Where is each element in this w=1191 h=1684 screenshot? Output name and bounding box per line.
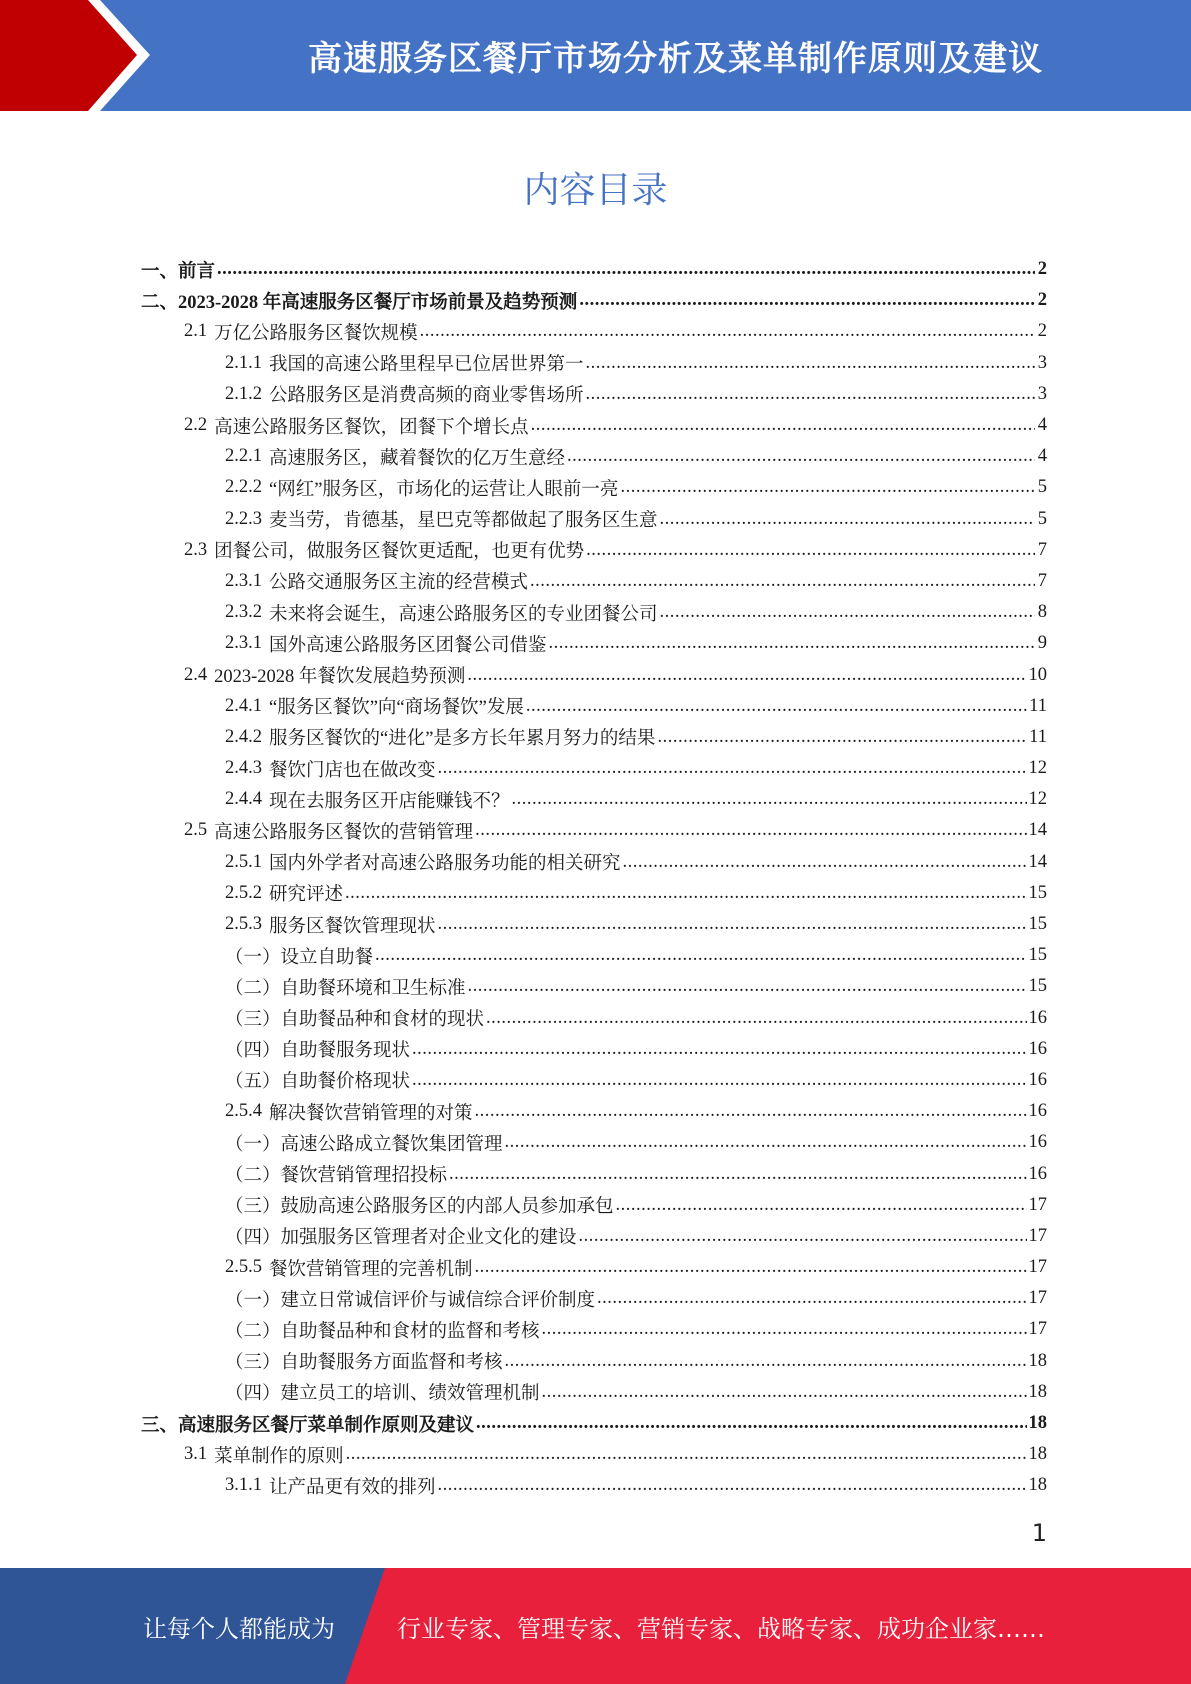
toc-entry-number: 2.2	[184, 415, 208, 436]
toc-dot-leader	[438, 753, 1027, 784]
toc-entry-title: 2023-2028 年餐饮发展趋势预测	[214, 667, 466, 688]
toc-entry-title: 加强服务区管理者对企业文化的建设	[280, 1228, 577, 1249]
toc-entry-number: （三）	[225, 1353, 281, 1374]
toc-entry[interactable]	[141, 1439, 1047, 1470]
toc-entry-number: 2.3	[184, 539, 208, 560]
toc-dot-leader	[505, 1127, 1027, 1158]
toc-entry-title: 未来将会诞生，高速公路服务区的专业团餐公司	[269, 604, 658, 625]
toc-entry[interactable]	[141, 1346, 1047, 1377]
toc-entry[interactable]	[141, 348, 1047, 379]
toc-dot-leader	[217, 254, 1035, 285]
toc-heading: 内容目录	[523, 170, 668, 211]
toc-entry[interactable]	[141, 316, 1047, 347]
toc-entry-title: 建立员工的培训、绩效管理机制	[280, 1384, 540, 1405]
toc-entry-title: 自助餐价格现状	[280, 1072, 411, 1093]
toc-entry-page: 5	[1037, 477, 1047, 498]
toc-dot-leader	[412, 1065, 1026, 1096]
toc-entry-title: 高速公路服务区餐饮的营销管理	[214, 822, 474, 843]
toc-entry-page: 11	[1029, 695, 1047, 716]
toc-entry-page: 10	[1028, 664, 1047, 685]
toc-entry-title: 前言	[178, 261, 216, 282]
toc-dot-leader	[586, 535, 1035, 566]
toc-entry[interactable]	[141, 847, 1047, 878]
toc-entry[interactable]	[141, 1377, 1047, 1408]
toc-entry[interactable]	[141, 815, 1047, 846]
toc-dot-leader	[660, 504, 1035, 535]
toc-dot-leader	[542, 1314, 1027, 1345]
toc-entry[interactable]	[141, 285, 1047, 316]
toc-entry-title: “网红”服务区，市场化的运营让人眼前一亮	[269, 479, 619, 500]
toc-entry-number: 3.1.1	[225, 1475, 262, 1496]
toc-entry-page: 15	[1028, 945, 1047, 966]
toc-entry-page: 17	[1028, 1319, 1047, 1340]
toc-entry-number: 2.5.3	[225, 914, 262, 935]
toc-dot-leader	[620, 472, 1035, 503]
toc-dot-leader	[579, 1221, 1027, 1252]
toc-entry-page: 2	[1037, 259, 1047, 280]
toc-entry[interactable]	[141, 472, 1047, 503]
toc-entry-number: （一）	[225, 947, 281, 968]
toc-entry-page: 12	[1028, 758, 1047, 779]
toc-entry-page: 18	[1028, 1413, 1047, 1434]
toc-dot-leader	[475, 1096, 1027, 1127]
toc-entry-title: 高速公路成立餐饮集团管理	[280, 1134, 503, 1155]
toc-entry-page: 2	[1037, 321, 1047, 342]
toc-entry-number: 二、	[141, 292, 179, 313]
table-of-contents	[141, 254, 1047, 1502]
toc-entry-page: 12	[1028, 789, 1047, 810]
toc-entry-number: 三、	[141, 1415, 179, 1436]
toc-entry-number: （五）	[225, 1072, 281, 1093]
footer-slogan-left: 让每个人都能成为	[143, 1614, 335, 1643]
toc-entry-title: 建立日常诚信评价与诚信综合评价制度	[280, 1290, 596, 1311]
toc-entry-page: 18	[1028, 1381, 1047, 1402]
toc-entry-number: （一）	[225, 1290, 281, 1311]
toc-dot-leader	[512, 784, 1027, 815]
toc-entry-page: 14	[1028, 820, 1047, 841]
toc-entry[interactable]	[141, 504, 1047, 535]
toc-entry-number: 2.1.2	[225, 383, 262, 404]
toc-entry-title: 菜单制作的原则	[214, 1446, 344, 1467]
toc-entry[interactable]	[141, 1314, 1047, 1345]
document-title: 高速服务区餐厅市场分析及菜单制作原则及建议	[308, 39, 1043, 79]
toc-entry-page: 3	[1037, 383, 1047, 404]
toc-dot-leader	[586, 348, 1035, 379]
toc-dot-leader	[375, 940, 1026, 971]
toc-entry-title: 自助餐环境和卫生标准	[280, 978, 466, 999]
toc-dot-leader	[486, 1003, 1026, 1034]
toc-entry[interactable]	[141, 1127, 1047, 1158]
toc-dot-leader	[530, 566, 1035, 597]
toc-entry-number: （一）	[225, 1134, 281, 1155]
toc-entry[interactable]	[141, 1470, 1047, 1501]
toc-entry-number: 2.2.1	[225, 446, 262, 467]
toc-entry-number: 一、	[141, 261, 179, 282]
toc-entry-page: 4	[1037, 446, 1047, 467]
toc-entry[interactable]	[141, 691, 1047, 722]
toc-entry[interactable]	[141, 566, 1047, 597]
toc-entry-title: 鼓励高速公路服务区的内部人员参加承包	[280, 1197, 614, 1218]
toc-entry-number: 2.5.5	[225, 1257, 262, 1278]
toc-entry-number: 2.5.4	[225, 1101, 262, 1122]
toc-dot-leader	[542, 1377, 1027, 1408]
toc-entry[interactable]	[141, 940, 1047, 971]
toc-entry-title: 自助餐服务现状	[280, 1041, 411, 1062]
toc-entry-page: 16	[1028, 1038, 1047, 1059]
toc-entry-number: （四）	[225, 1041, 281, 1062]
toc-entry[interactable]	[141, 878, 1047, 909]
toc-entry-page: 3	[1037, 352, 1047, 373]
toc-entry-title: 现在去服务区开店能赚钱不？	[269, 791, 510, 812]
toc-entry-page: 18	[1028, 1444, 1047, 1465]
toc-dot-leader	[345, 878, 1026, 909]
toc-entry-number: （三）	[225, 1010, 281, 1031]
toc-entry-number: 2.4.1	[225, 695, 262, 716]
toc-dot-leader	[475, 815, 1026, 846]
footer-slogan-right: 行业专家、管理专家、营销专家、战略专家、成功企业家……	[397, 1614, 1045, 1643]
toc-entry-title: 自助餐服务方面监督和考核	[280, 1353, 503, 1374]
toc-entry[interactable]	[141, 784, 1047, 815]
toc-entry-page: 16	[1028, 1163, 1047, 1184]
toc-entry-page: 18	[1028, 1350, 1047, 1371]
toc-entry-title: 让产品更有效的排列	[269, 1477, 436, 1498]
toc-entry-title: 高速服务区餐厅菜单制作原则及建议	[178, 1415, 475, 1436]
toc-entry-number: 2.2.2	[225, 477, 262, 498]
toc-entry-title: 解决餐饮营销管理的对策	[269, 1103, 473, 1124]
toc-entry-page: 4	[1037, 415, 1047, 436]
toc-entry-title: 我国的高速公路里程早已位居世界第一	[269, 355, 584, 376]
toc-entry[interactable]	[141, 1034, 1047, 1065]
toc-entry-page: 16	[1028, 1069, 1047, 1090]
toc-dot-leader	[579, 285, 1035, 316]
toc-entry-page: 7	[1037, 539, 1047, 560]
toc-entry-title: 团餐公司，做服务区餐饮更适配，也更有优势	[214, 542, 585, 563]
toc-entry-number: （二）	[225, 1166, 281, 1187]
toc-entry[interactable]	[141, 1158, 1047, 1189]
toc-entry-number: （二）	[225, 978, 281, 999]
toc-entry-title: 高速服务区，藏着餐饮的亿万生意经	[269, 448, 566, 469]
toc-entry-title: 高速公路服务区餐饮，团餐下个增长点	[214, 417, 529, 438]
toc-entry[interactable]	[141, 379, 1047, 410]
toc-entry-page: 17	[1028, 1194, 1047, 1215]
toc-dot-leader	[449, 1158, 1026, 1189]
toc-dot-leader	[346, 1439, 1027, 1470]
toc-dot-leader	[660, 597, 1035, 628]
toc-entry-title: “服务区餐饮”向“商场餐饮”发展	[269, 698, 524, 719]
toc-entry-number: 3.1	[184, 1444, 208, 1465]
toc-entry-title: 国外高速公路服务区团餐公司借鉴	[269, 635, 547, 656]
toc-dot-leader	[657, 722, 1027, 753]
toc-entry-number: 2.5.1	[225, 851, 262, 872]
toc-entry[interactable]	[141, 441, 1047, 472]
toc-dot-leader	[476, 1408, 1026, 1439]
toc-dot-leader	[438, 1470, 1027, 1501]
toc-entry[interactable]	[141, 597, 1047, 628]
toc-entry-number: 2.4.4	[225, 789, 262, 810]
toc-dot-leader	[586, 379, 1035, 410]
toc-dot-leader	[597, 1283, 1026, 1314]
toc-entry[interactable]	[141, 1252, 1047, 1283]
toc-dot-leader	[623, 847, 1027, 878]
toc-entry-page: 16	[1028, 1007, 1047, 1028]
toc-dot-leader	[468, 971, 1027, 1002]
toc-entry-page: 11	[1029, 726, 1047, 747]
toc-dot-leader	[412, 1034, 1026, 1065]
toc-entry-title: 公路交通服务区主流的经营模式	[269, 573, 529, 594]
toc-entry-page: 15	[1028, 914, 1047, 935]
footer-banner	[0, 1568, 1191, 1684]
toc-entry-title: 服务区餐饮管理现状	[269, 916, 436, 937]
page-number: 1	[1031, 1519, 1047, 1547]
toc-entry-number: （四）	[225, 1384, 281, 1405]
toc-entry-number: 2.1	[184, 321, 208, 342]
toc-entry[interactable]	[141, 1003, 1047, 1034]
toc-entry-title: 餐饮营销管理招投标	[280, 1166, 448, 1187]
toc-entry-page: 14	[1028, 851, 1047, 872]
toc-entry-title: 公路服务区是消费高频的商业零售场所	[269, 386, 584, 407]
toc-entry-page: 15	[1028, 882, 1047, 903]
toc-entry-number: 2.5.2	[225, 882, 262, 903]
toc-dot-leader	[475, 1252, 1027, 1283]
toc-entry[interactable]	[141, 1065, 1047, 1096]
toc-entry-page: 5	[1037, 508, 1047, 529]
toc-dot-leader	[420, 316, 1035, 347]
toc-entry-number: （二）	[225, 1321, 281, 1342]
toc-entry-title: 2023-2028 年高速服务区餐厅市场前景及趋势预测	[178, 292, 578, 313]
toc-entry[interactable]	[141, 971, 1047, 1002]
toc-entry[interactable]	[141, 410, 1047, 441]
toc-entry-page: 18	[1028, 1475, 1047, 1496]
toc-entry[interactable]	[141, 659, 1047, 690]
toc-dot-leader	[616, 1190, 1027, 1221]
toc-entry-page: 16	[1028, 1101, 1047, 1122]
toc-entry[interactable]	[141, 909, 1047, 940]
toc-entry-page: 8	[1037, 602, 1047, 623]
toc-entry[interactable]	[141, 254, 1047, 285]
toc-entry-number: （三）	[225, 1197, 281, 1218]
toc-entry-number: 2.3.1	[225, 570, 262, 591]
toc-dot-leader	[567, 441, 1035, 472]
toc-entry[interactable]	[141, 753, 1047, 784]
toc-dot-leader	[549, 628, 1035, 659]
toc-entry[interactable]	[141, 535, 1047, 566]
toc-entry-number: 2.4	[184, 664, 208, 685]
toc-entry[interactable]	[141, 1283, 1047, 1314]
toc-entry-title: 餐饮营销管理的完善机制	[269, 1259, 473, 1280]
toc-entry-page: 15	[1028, 976, 1047, 997]
toc-entry-title: 自助餐品种和食材的监督和考核	[280, 1321, 540, 1342]
toc-entry-page: 17	[1028, 1288, 1047, 1309]
toc-entry[interactable]	[141, 628, 1047, 659]
toc-dot-leader	[467, 659, 1026, 690]
toc-entry-number: 2.2.3	[225, 508, 262, 529]
toc-entry-page: 17	[1028, 1257, 1047, 1278]
toc-entry-title: 国内外学者对高速公路服务功能的相关研究	[269, 854, 621, 875]
toc-entry-number: 2.5	[184, 820, 208, 841]
toc-entry-number: 2.4.2	[225, 726, 262, 747]
toc-entry-page: 2	[1037, 290, 1047, 311]
toc-entry-page: 7	[1037, 570, 1047, 591]
toc-entry-number: （四）	[225, 1228, 281, 1249]
toc-dot-leader	[505, 1346, 1027, 1377]
toc-entry-page: 9	[1037, 633, 1047, 654]
toc-entry-page: 16	[1028, 1132, 1047, 1153]
toc-entry-title: 万亿公路服务区餐饮规模	[214, 323, 418, 344]
toc-entry-number: 2.1.1	[225, 352, 262, 373]
toc-entry-title: 餐饮门店也在做改变	[269, 760, 436, 781]
toc-dot-leader	[531, 410, 1035, 441]
toc-entry[interactable]	[141, 1408, 1047, 1439]
toc-entry-title: 自助餐品种和食材的现状	[280, 1010, 485, 1031]
toc-entry[interactable]	[141, 1221, 1047, 1252]
toc-entry-title: 研究评述	[269, 885, 344, 906]
toc-dot-leader	[438, 909, 1027, 940]
toc-entry-title: 设立自助餐	[280, 947, 374, 968]
toc-entry-title: 服务区餐饮的“进化”是多方长年累月努力的结果	[269, 729, 656, 750]
header-banner	[0, 0, 1191, 111]
toc-dot-leader	[526, 691, 1027, 722]
toc-entry[interactable]	[141, 1190, 1047, 1221]
toc-entry[interactable]	[141, 1096, 1047, 1127]
toc-entry-number: 2.3.2	[225, 602, 262, 623]
toc-entry-title: 麦当劳，肯德基，星巴克等都做起了服务区生意	[269, 511, 658, 532]
toc-entry-page: 17	[1028, 1225, 1047, 1246]
toc-entry-number: 2.3.1	[225, 633, 262, 654]
toc-entry-number: 2.4.3	[225, 758, 262, 779]
toc-entry[interactable]	[141, 722, 1047, 753]
